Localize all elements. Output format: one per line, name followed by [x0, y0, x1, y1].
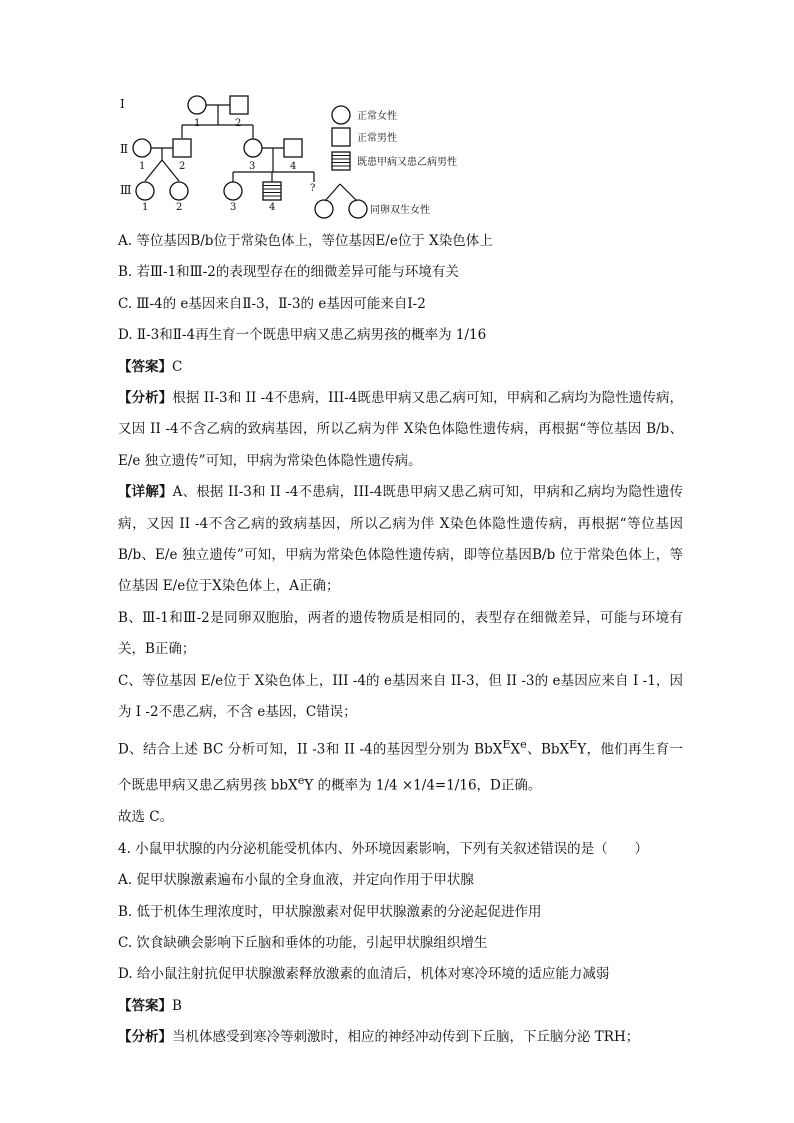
answer-label: 【答案】: [118, 358, 172, 375]
q4-option-b: B. 低于机体生理浓度时，甲状腺激素对促甲状腺激素的分泌起促进作用: [118, 903, 542, 920]
q4-answer: [118, 991, 683, 1022]
q3-detail-d: D、结合上述 BC 分析可知，II -3和 II -4的基因型分别为 BbX$^E$Xe、BbX$^E$Y，他们再生育一个既患甲病又患乙病男孩 bbX$^e$Y 的概率为 1/4 ×1/4=1/16，D正确。: [118, 737, 683, 794]
q3-option-c: C. Ⅲ-4的 e基因来自Ⅱ-3，Ⅱ-3的 e基因可能来自Ⅰ-2: [118, 295, 426, 312]
male-I-2: [230, 96, 248, 114]
legend-twins-label: 同卵双生女性: [370, 205, 430, 216]
affected-male-III-4: [263, 182, 281, 200]
q3-detail-c: C、等位基因 E/e位于 X染色体上，III -4的 e基因来自 II-3，但 II -3的 e基因应来自 I -1，因为 I -2不患乙病，不含 e基因，C错误；: [118, 672, 683, 721]
answer-value: B: [172, 997, 182, 1014]
pedigree-diagram: [100, 88, 490, 224]
answer-value: C: [172, 358, 183, 375]
female-II-1: [133, 139, 151, 157]
male-II-4: [284, 139, 302, 157]
analysis-text: 当机体感受到寒冷等刺激时，相应的神经冲动传到下丘脑，下丘脑分泌 TRH；: [172, 1029, 640, 1046]
female-I-1: [188, 96, 206, 114]
legend-male-symbol: [332, 128, 350, 146]
label-II-3: 3: [249, 161, 256, 172]
female-III-2: [170, 182, 188, 200]
label-I-2: 2: [235, 118, 242, 129]
q3-option-d: D. Ⅱ-3和Ⅱ-4再生育一个既患甲病又患乙病男孩的概率为 1/16: [118, 327, 487, 344]
q3-answer: [118, 352, 683, 383]
label-III-3: 3: [230, 202, 237, 213]
answer-label: 【答案】: [118, 997, 172, 1014]
female-III-3: [224, 182, 242, 200]
label-II-1: 1: [139, 161, 146, 172]
female-III-1: [136, 182, 154, 200]
legend-affected-label: 既患甲病又患乙病男性: [357, 157, 457, 168]
label-I-1: 1: [194, 118, 201, 129]
unknown-offspring-mark: ?: [310, 183, 316, 194]
analysis-text: 根据 II-3和 II -4不患病，III-4既患甲病又患乙病可知，甲病和乙病均为隐性遗传病，又因 II -4不含乙病的致病基因，所以乙病为伴 X染色体隐性遗传病，再根据“等位基因 B/b、E/e 独立遗传”可知，甲病为常染色体隐性遗传病。: [118, 390, 684, 469]
label-II-2: 2: [179, 161, 186, 172]
label-III-4: 4: [269, 202, 276, 213]
generation-label-2: Ⅱ: [120, 142, 129, 156]
q4-analysis: [118, 1022, 683, 1053]
q4-option-a: A. 促甲状腺激素遍布小鼠的全身血液，并定向作用于甲状腺: [118, 872, 474, 889]
detail-label: 【详解】: [118, 484, 173, 501]
q3-analysis: [118, 383, 683, 477]
generation-label-1: Ⅰ: [120, 97, 125, 111]
label-III-2: 2: [176, 202, 183, 213]
legend-twins-symbol: [315, 184, 367, 218]
legend-male-label: 正常男性: [357, 133, 397, 144]
q4-option-c: C. 饮食缺碘会影响下丘脑和垂体的功能，引起甲状腺组织增生: [118, 934, 488, 951]
label-III-1: 1: [142, 202, 149, 213]
q4-stem: 4. 小鼠甲状腺的内分泌机能受机体内、外环境因素影响，下列有关叙述错误的是（ ）: [118, 840, 649, 857]
female-II-3: [244, 139, 262, 157]
q3-option-b: B. 若Ⅲ-1和Ⅲ-2的表现型存在的细微差异可能与环境有关: [118, 264, 459, 281]
question-content: [118, 226, 683, 1054]
detail-a-text: A、根据 II-3和 II -4不患病，III-4既患甲病又患乙病可知，甲病和乙病均为隐性遗传病，又因 II -4不含乙病的致病基因，所以乙病为伴 X染色体隐性遗传病，再根据“等位基因 B/b、E/e 独立遗传”可知，甲病为常染色体隐性遗传病，即等位基因B/b 位于常染色体上，等位基因 E/e位于X染色体上，A正确；: [118, 484, 684, 595]
male-II-2: [173, 139, 191, 157]
q4-option-d: D. 给小鼠注射抗促甲状腺激素释放激素的血清后，机体对寒冷环境的适应能力减弱: [118, 966, 610, 983]
analysis-label: 【分析】: [118, 390, 173, 407]
label-II-4: 4: [290, 161, 297, 172]
q3-detail-a: [118, 477, 683, 603]
legend-affected-symbol: [332, 152, 350, 170]
q3-option-a: A. 等位基因B/b位于常染色体上，等位基因E/e位于 X染色体上: [118, 233, 493, 249]
q3-conclusion: 故选 C。: [118, 809, 174, 826]
legend-female-label: 正常女性: [357, 111, 397, 122]
analysis-label: 【分析】: [118, 1029, 172, 1046]
generation-label-3: Ⅲ: [120, 183, 132, 197]
q3-detail-b: B、Ⅲ-1和Ⅲ-2是同卵双胞胎，两者的遗传物质是相同的，表型存在细微差异，可能与环境有关，B正确；: [118, 609, 683, 658]
legend-female-symbol: [332, 106, 350, 124]
